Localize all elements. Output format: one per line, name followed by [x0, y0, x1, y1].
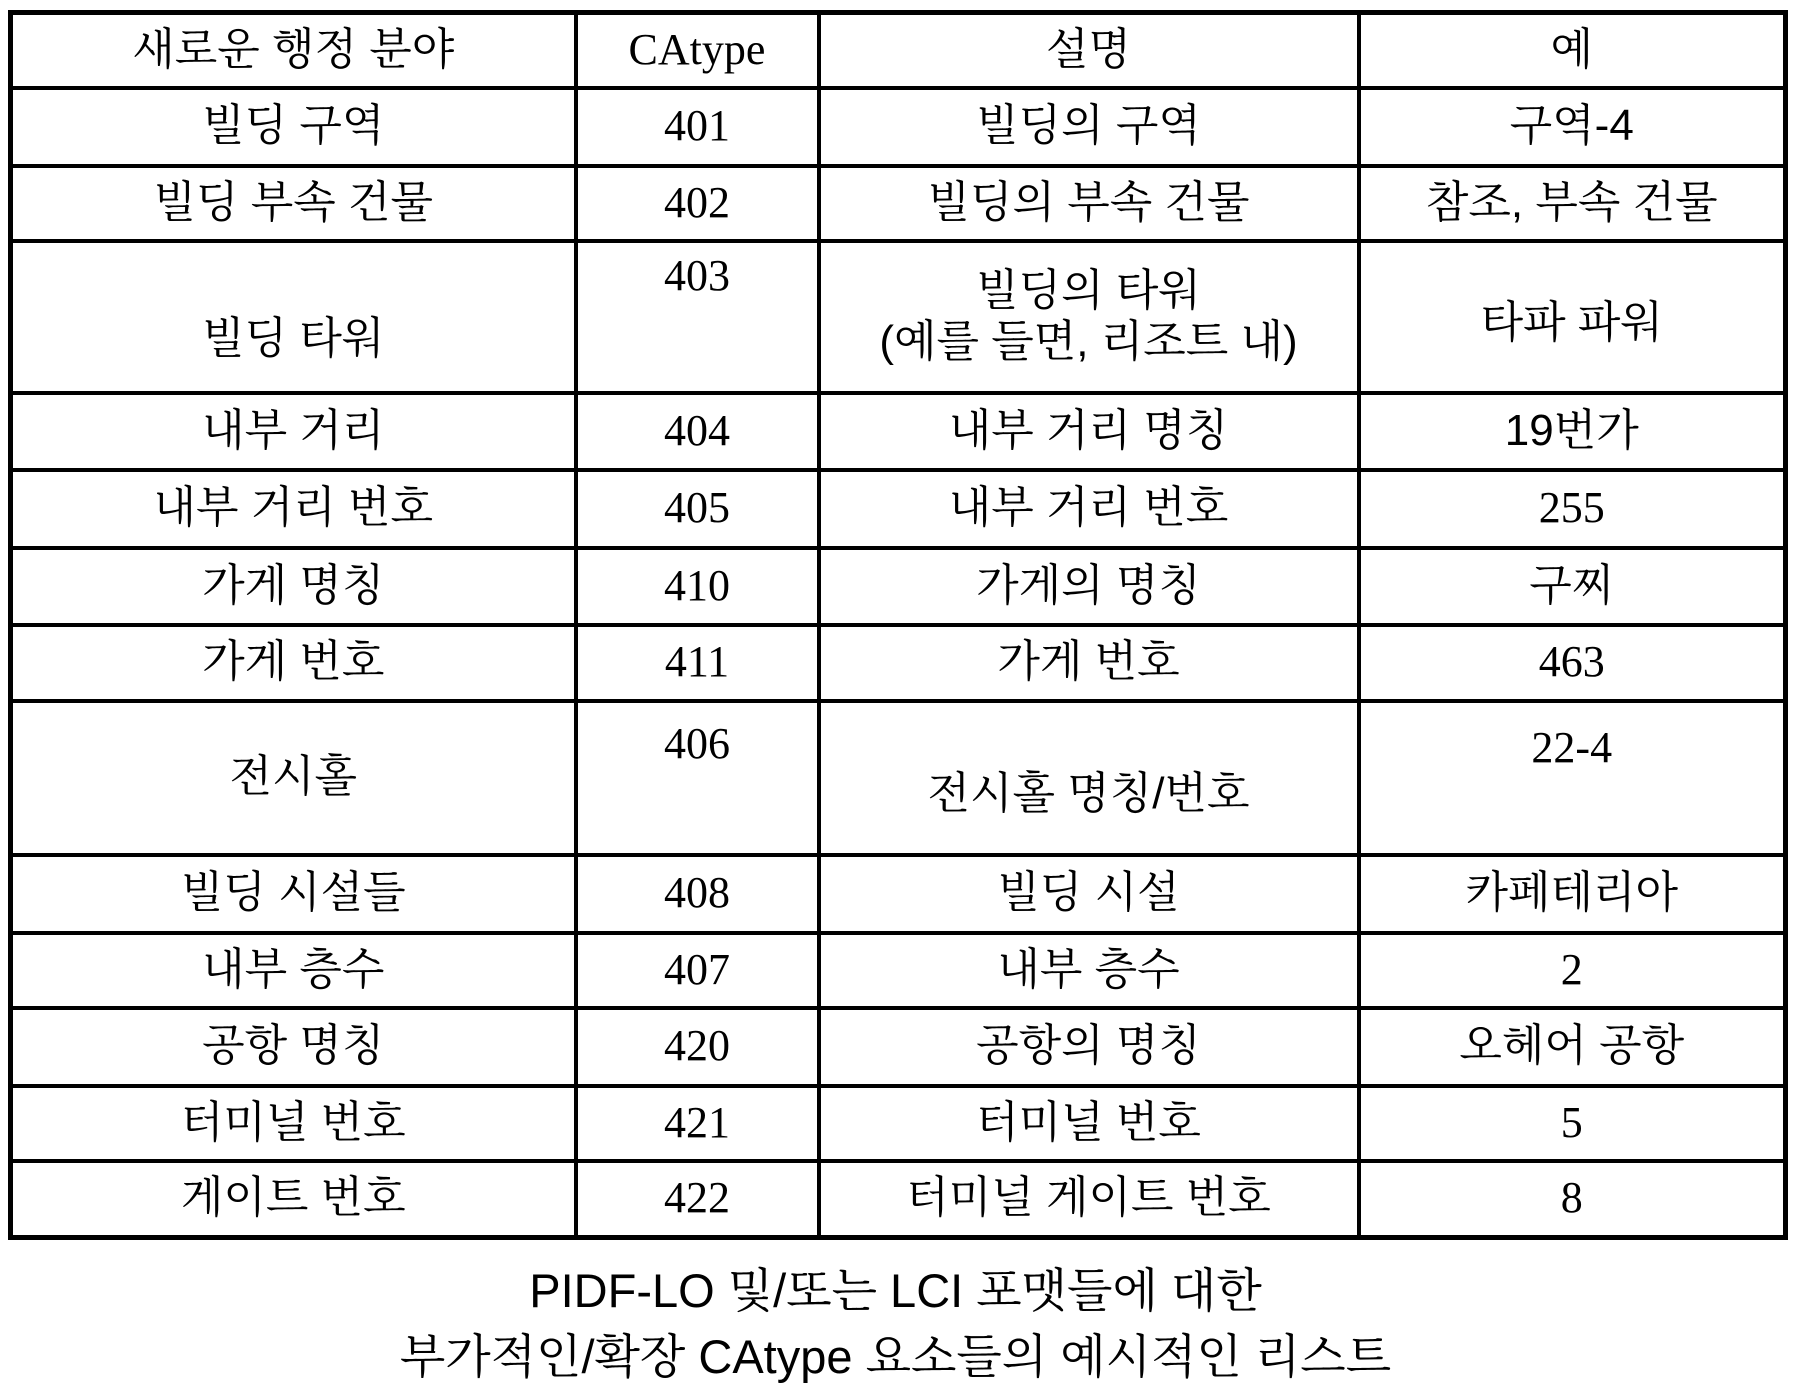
cell-description: 빌딩의 구역	[819, 88, 1359, 166]
table-row	[11, 548, 1786, 625]
table-row	[11, 470, 1786, 548]
table-row	[11, 1008, 1786, 1086]
cell-catype: 401	[576, 88, 819, 166]
cell-catype: 420	[576, 1008, 819, 1086]
header-description: 설명	[819, 13, 1359, 88]
cell-catype: 405	[576, 470, 819, 548]
cell-example: 19번가	[1359, 393, 1786, 470]
cell-description: 빌딩 시설	[819, 855, 1359, 933]
table-row	[11, 701, 1786, 855]
cell-example: 8	[1359, 1161, 1786, 1238]
cell-catype: 403	[576, 241, 819, 393]
cell-description: 가게의 명칭	[819, 548, 1359, 625]
cell-field: 터미널 번호	[11, 1086, 576, 1161]
cell-catype: 421	[576, 1086, 819, 1161]
cell-catype: 411	[576, 625, 819, 701]
header-new-admin-field: 새로운 행정 분야	[11, 13, 576, 88]
header-catype: CAtype	[576, 13, 819, 88]
table-row	[11, 625, 1786, 701]
cell-example: 255	[1359, 470, 1786, 548]
cell-field: 빌딩 구역	[11, 88, 576, 166]
cell-field: 가게 명칭	[11, 548, 576, 625]
table-header-row	[11, 13, 1786, 88]
cell-description: 터미널 번호	[819, 1086, 1359, 1161]
cell-field: 게이트 번호	[11, 1161, 576, 1238]
cell-catype: 406	[576, 701, 819, 855]
cell-example: 카페테리아	[1359, 855, 1786, 933]
cell-example: 타파 파워	[1359, 241, 1786, 393]
cell-description	[819, 241, 1359, 393]
cell-example: 참조, 부속 건물	[1359, 166, 1786, 241]
cell-field: 빌딩 부속 건물	[11, 166, 576, 241]
table-row	[11, 166, 1786, 241]
cell-field: 빌딩 시설들	[11, 855, 576, 933]
cell-field: 공항 명칭	[11, 1008, 576, 1086]
table-row	[11, 1086, 1786, 1161]
cell-description: 터미널 게이트 번호	[819, 1161, 1359, 1238]
header-example: 예	[1359, 13, 1786, 88]
cell-catype: 408	[576, 855, 819, 933]
cell-catype: 422	[576, 1161, 819, 1238]
cell-field: 가게 번호	[11, 625, 576, 701]
cell-field: 빌딩 타워	[11, 241, 576, 393]
table-row	[11, 393, 1786, 470]
table-caption	[8, 1258, 1783, 1390]
cell-description: 빌딩의 부속 건물	[819, 166, 1359, 241]
cell-field: 내부 거리	[11, 393, 576, 470]
table-row	[11, 855, 1786, 933]
cell-description: 전시홀 명칭/번호	[819, 701, 1359, 855]
cell-example: 22-4	[1359, 701, 1786, 855]
cell-example: 5	[1359, 1086, 1786, 1161]
table-row	[11, 1161, 1786, 1238]
cell-example: 구찌	[1359, 548, 1786, 625]
cell-example: 463	[1359, 625, 1786, 701]
cell-description: 내부 거리 명칭	[819, 393, 1359, 470]
cell-catype: 410	[576, 548, 819, 625]
cell-description: 가게 번호	[819, 625, 1359, 701]
cell-field: 내부 층수	[11, 933, 576, 1008]
cell-example: 2	[1359, 933, 1786, 1008]
catype-table	[8, 10, 1788, 1240]
table-caption-line2: 부가적인/확장 CAtype 요소들의 예시적인 리스트	[399, 1330, 1392, 1383]
description-line: 빌딩의 타워	[976, 265, 1201, 315]
table-caption-line1: PIDF-LO 및/또는 LCI 포맷들에 대한	[529, 1264, 1262, 1317]
table-row	[11, 241, 1786, 393]
cell-example: 구역-4	[1359, 88, 1786, 166]
cell-catype: 404	[576, 393, 819, 470]
cell-field: 내부 거리 번호	[11, 470, 576, 548]
table-row	[11, 88, 1786, 166]
cell-catype: 407	[576, 933, 819, 1008]
cell-example: 오헤어 공항	[1359, 1008, 1786, 1086]
cell-catype: 402	[576, 166, 819, 241]
cell-description: 공항의 명칭	[819, 1008, 1359, 1086]
cell-field: 전시홀	[11, 701, 576, 855]
table-row	[11, 933, 1786, 1008]
description-note: (예를 들면, 리조트 내)	[879, 316, 1298, 366]
cell-description: 내부 거리 번호	[819, 470, 1359, 548]
cell-description: 내부 층수	[819, 933, 1359, 1008]
